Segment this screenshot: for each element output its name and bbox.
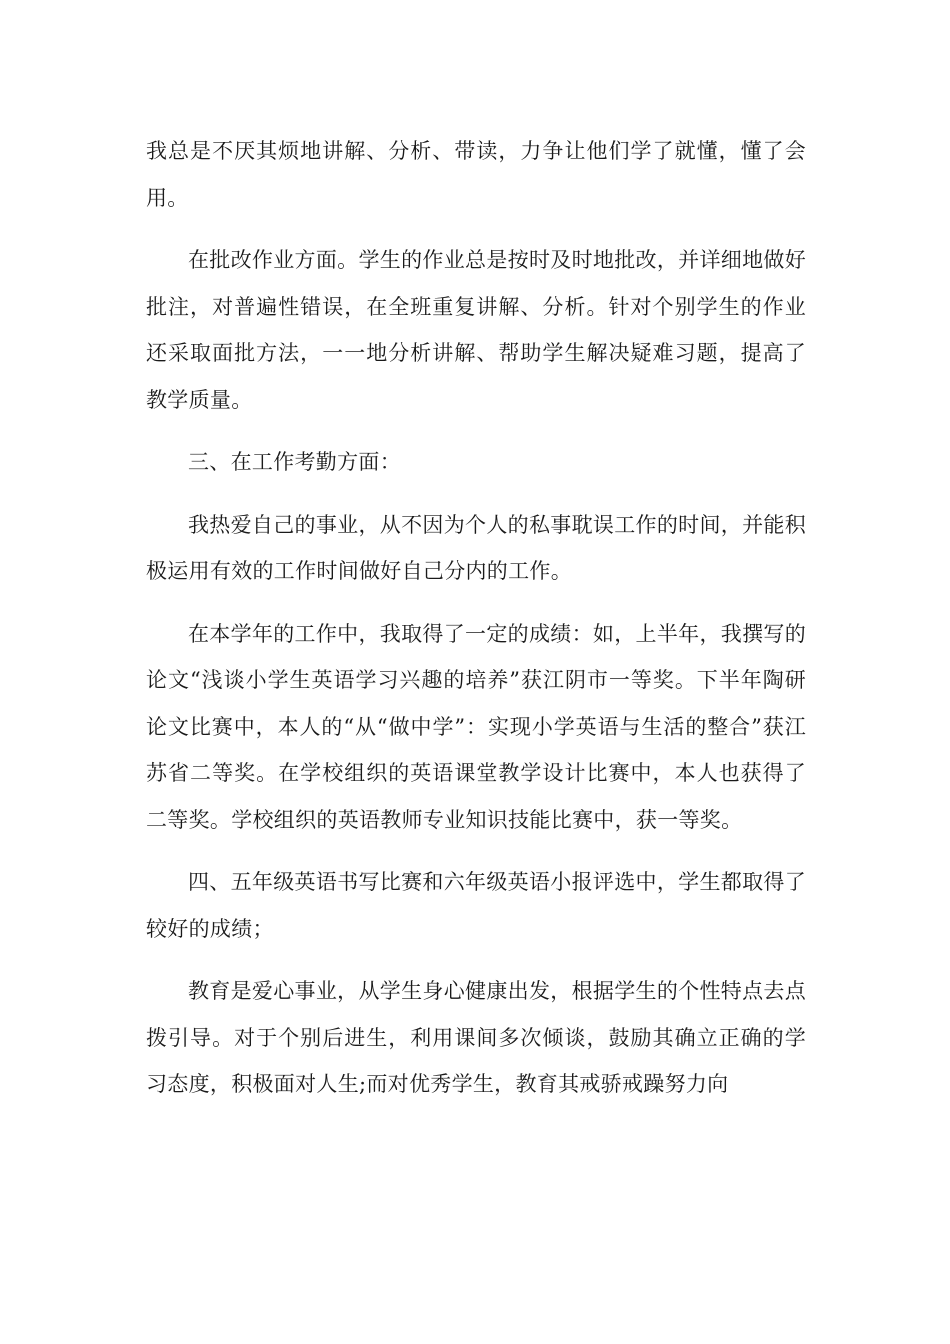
paragraph-7: 教育是爱心事业，从学生身心健康出发，根据学生的个性特点去点拨引导。对于个别后进生，利用课间多次倾谈，鼓励其确立正确的学习态度，积极面对人生;而对优秀学生，教育其戒骄戒躁努力向 [146,979,806,1096]
paragraph-6: 四、五年级英语书写比赛和六年级英语小报评选中，学生都取得了较好的成绩； [146,870,806,941]
paragraph-3: 三、在工作考勤方面： [188,450,401,474]
paragraph-2: 在批改作业方面。学生的作业总是按时及时地批改，并详细地做好批注，对普遍性错误，在全班重复讲解、分析。针对个别学生的作业还采取面批方法，一一地分析讲解、帮助学生解决疑难习题，提高了教学质量。 [146,248,806,412]
paragraph-4: 我热爱自己的事业，从不因为个人的私事耽误工作的时间，并能积极运用有效的工作时间做好自己分内的工作。 [146,512,806,583]
document-body [146,128,806,1108]
paragraph-1: 我总是不厌其烦地讲解、分析、带读，力争让他们学了就懂，懂了会用。 [146,139,806,210]
paragraph-5: 在本学年的工作中，我取得了一定的成绩：如，上半年，我撰写的论文“浅谈小学生英语学习兴趣的培养”获江阴市一等奖。下半年陶研论文比赛中，本人的“从“做中学”：实现小学英语与生活的整合”获江苏省二等奖。在学校组织的英语课堂教学设计比赛中，本人也获得了二等奖。学校组织的英语教师专业知识技能比赛中，获一等奖。 [146,621,806,832]
